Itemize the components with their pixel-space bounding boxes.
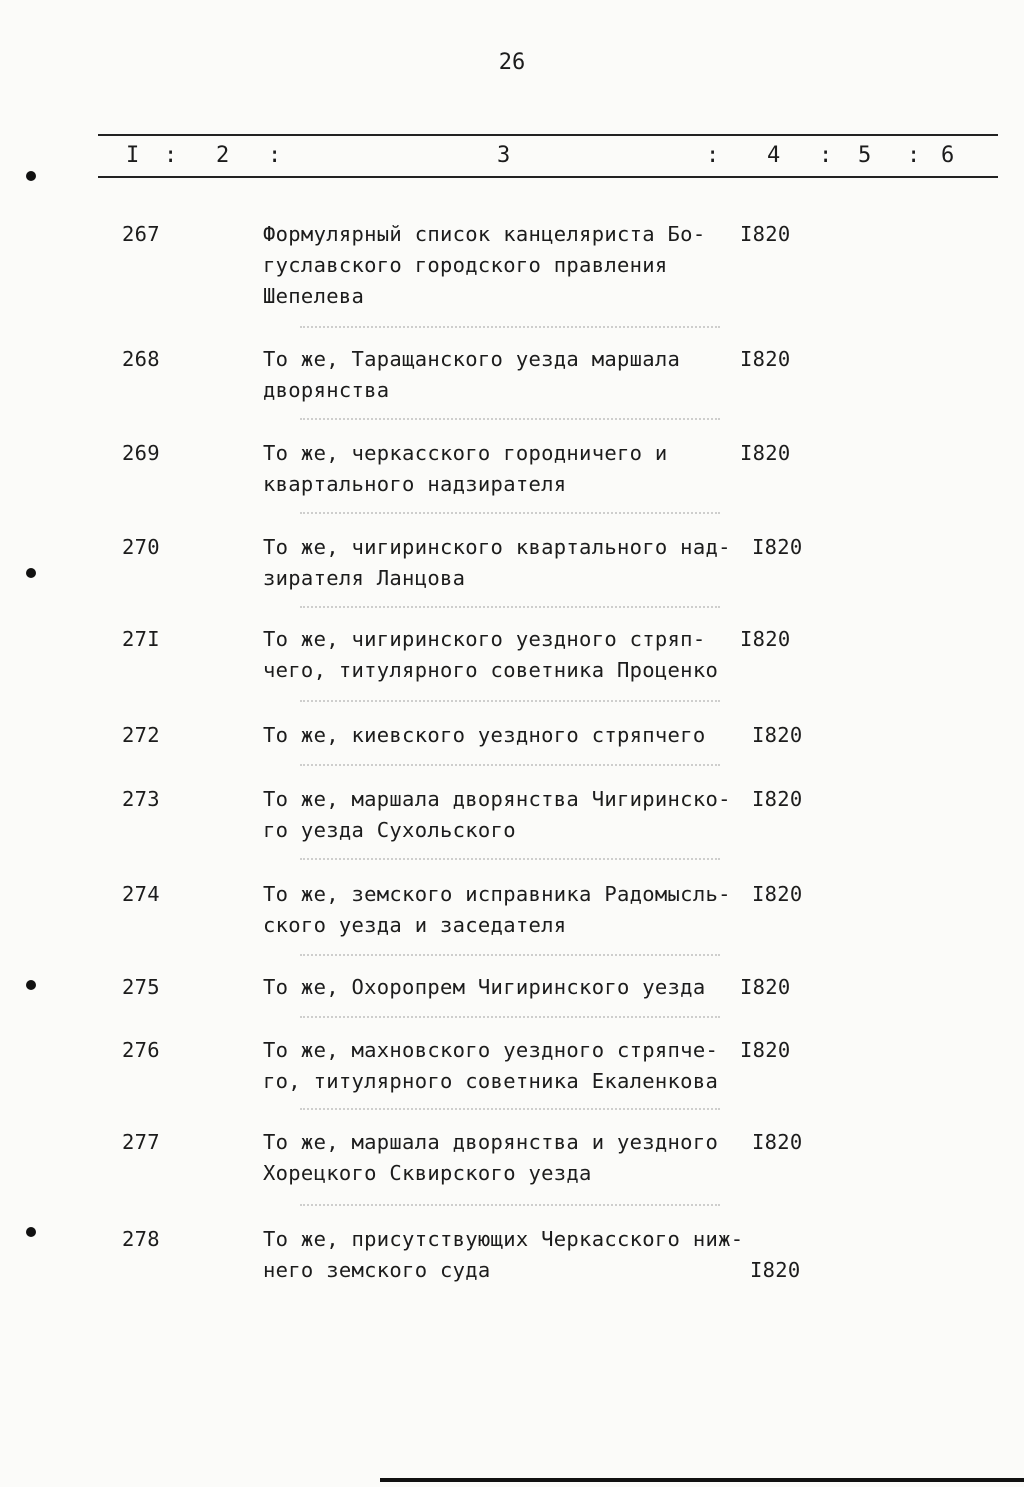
separator-specks [300, 1108, 720, 1112]
header-sep: : [268, 143, 282, 168]
header-col-6: 6 [941, 143, 955, 168]
entry-year: I820 [740, 627, 791, 651]
entry-year: I820 [752, 882, 803, 906]
header-col-4: 4 [767, 143, 781, 168]
entry-year: I820 [740, 975, 791, 999]
entry-line: То же, маршала дворянства Чигиринско- [263, 787, 731, 811]
entry-number: 275 [122, 975, 160, 999]
entry-description [263, 1224, 743, 1286]
entry-year: I820 [740, 441, 791, 465]
separator-specks [300, 512, 720, 516]
entry-number: 274 [122, 882, 160, 906]
separator-specks [300, 954, 720, 958]
entry-line: го уезда Сухольского [263, 818, 516, 842]
entry-description [263, 1035, 743, 1097]
entry-number: 269 [122, 441, 160, 465]
separator-specks [300, 326, 720, 330]
entry-line: То же, присутствующих Черкасского ниж- [263, 1227, 744, 1251]
header-sep: : [907, 143, 921, 168]
entry-number: 272 [122, 723, 160, 747]
scan-bottom-edge [380, 1478, 1024, 1482]
entry-line: То же, чигиринского квартального над- [263, 535, 731, 559]
entry-year: I820 [740, 1038, 791, 1062]
entry-line: То же, чигиринского уездного стряп- [263, 627, 706, 651]
separator-specks [300, 1204, 720, 1208]
entry-description [263, 879, 743, 941]
separator-specks [300, 764, 720, 768]
entry-number: 277 [122, 1130, 160, 1154]
entry-line: ского уезда и заседателя [263, 913, 567, 937]
entry-line: гуславского городского правления [263, 253, 668, 277]
entry-line: чего, титулярного советника Проценко [263, 658, 719, 682]
separator-specks [300, 1016, 720, 1020]
page-number: 26 [498, 50, 526, 75]
punch-hole [26, 1227, 36, 1237]
entry-line: То же, Таращанского уезда маршала [263, 347, 681, 371]
punch-hole [26, 171, 36, 181]
entry-line: него земского суда [263, 1258, 491, 1282]
punch-hole [26, 980, 36, 990]
entry-year: I820 [740, 222, 791, 246]
entry-year: I820 [740, 347, 791, 371]
entry-number: 278 [122, 1227, 160, 1251]
entry-description [263, 972, 743, 1003]
entry-line: го, титулярного советника Екаленкова [263, 1069, 719, 1093]
entry-line: То же, черкасского городничего и [263, 441, 668, 465]
entry-description [263, 784, 743, 846]
separator-specks [300, 858, 720, 862]
entry-line: То же, маршала дворянства и уездного [263, 1130, 719, 1154]
entry-number: 268 [122, 347, 160, 371]
entry-line: То же, киевского уездного стряпчего [263, 723, 706, 747]
entry-description [263, 438, 743, 500]
entry-line: То же, Охоропрем Чигиринского уезда [263, 975, 706, 999]
entry-description [263, 1127, 743, 1189]
table-header-bottom-rule [98, 176, 998, 178]
punch-hole [26, 568, 36, 578]
entry-line: То же, махновского уездного стряпче- [263, 1038, 719, 1062]
entry-line: Хорецкого Сквирского уезда [263, 1161, 592, 1185]
entry-year: I820 [752, 723, 803, 747]
header-sep: : [164, 143, 178, 168]
header-col-3: 3 [497, 143, 511, 168]
entry-line: Шепелева [263, 284, 365, 308]
entry-number: 27I [122, 627, 160, 651]
header-col-5: 5 [858, 143, 872, 168]
entry-description [263, 344, 743, 406]
entry-description [263, 532, 743, 594]
header-col-2: 2 [216, 143, 230, 168]
entry-year: I820 [752, 1130, 803, 1154]
separator-specks [300, 700, 720, 704]
table-header-top-rule [98, 134, 998, 136]
entry-number: 267 [122, 222, 160, 246]
entry-number: 273 [122, 787, 160, 811]
entry-line: квартального надзирателя [263, 472, 567, 496]
header-col-1: I [126, 143, 140, 168]
entry-description [263, 624, 743, 686]
entry-line: дворянства [263, 378, 390, 402]
entry-line: То же, земского исправника Радомысль- [263, 882, 731, 906]
header-sep: : [819, 143, 833, 168]
separator-specks [300, 418, 720, 422]
entry-year: I820 [750, 1258, 801, 1282]
entry-description [263, 720, 743, 751]
entry-year: I820 [752, 535, 803, 559]
header-sep: : [706, 143, 720, 168]
entry-number: 276 [122, 1038, 160, 1062]
entry-line: зирателя Ланцова [263, 566, 466, 590]
entry-description [263, 219, 743, 312]
entry-number: 270 [122, 535, 160, 559]
entry-year: I820 [752, 787, 803, 811]
entry-line: Формулярный список канцеляриста Бо- [263, 222, 706, 246]
separator-specks [300, 606, 720, 610]
